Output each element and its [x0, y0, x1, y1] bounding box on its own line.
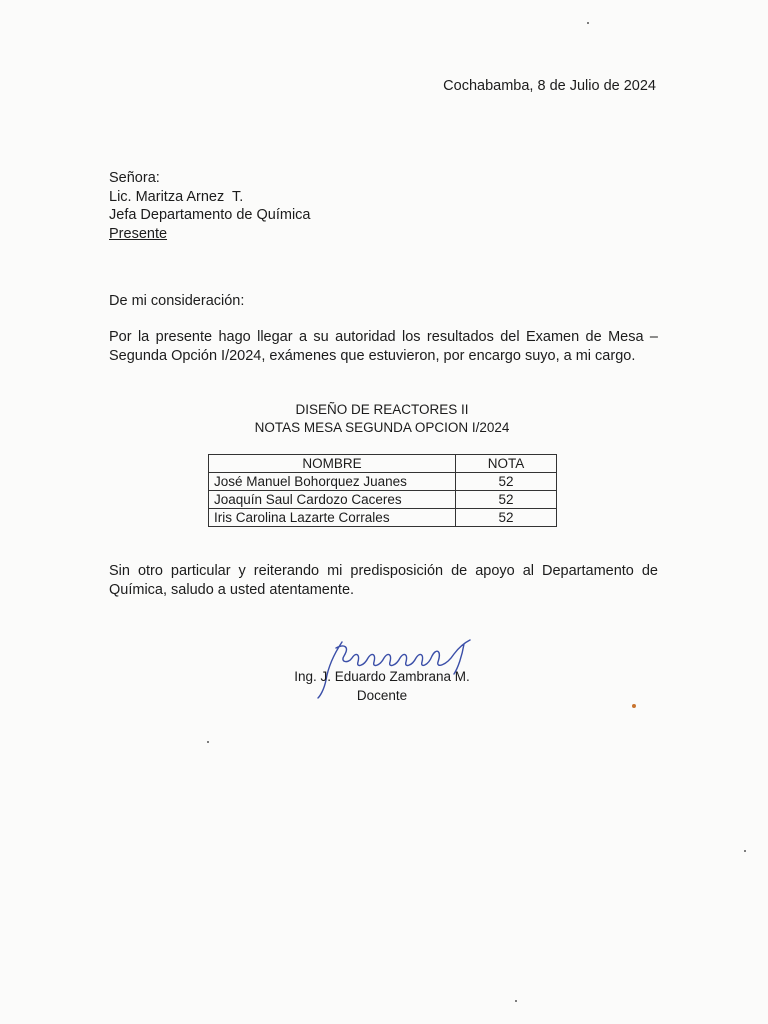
- signer-title: Docente: [356, 687, 408, 703]
- scan-speck: [744, 850, 746, 852]
- signer-name: Ing. J. Eduardo Zambrana M.: [294, 669, 470, 684]
- table-row: [209, 473, 557, 491]
- closing-paragraph: Sin otro particular y reiterando mi predisposición de apoyo al Departamento de Química, saludo a usted atentamente.: [109, 563, 658, 598]
- student-name: José Manuel Bohorquez Juanes: [209, 473, 456, 491]
- scan-speck: [632, 704, 636, 708]
- addressee-block: [109, 169, 311, 243]
- addressee-salutation: Señora:: [109, 170, 160, 186]
- table-header-row: [209, 455, 557, 473]
- addressee-name: Lic. Maritza Arnez T.: [109, 188, 244, 205]
- table-row: [209, 509, 557, 527]
- signer-block: [270, 668, 494, 705]
- scan-speck: [587, 22, 589, 24]
- scan-speck: [207, 741, 209, 743]
- table-subtitle: NOTAS MESA SEGUNDA OPCION I/2024: [254, 420, 510, 435]
- body-intro-paragraph: Por la presente hago llegar a su autoridad los resultados del Examen de Mesa – Segunda Opción I/2024, exámenes que estuvieron, por encargo suyo, a mi cargo.: [109, 329, 658, 364]
- table-title-block: [180, 401, 584, 437]
- column-header-name: NOMBRE: [209, 455, 456, 473]
- student-name: Iris Carolina Lazarte Corrales: [209, 509, 456, 527]
- table-row: [209, 491, 557, 509]
- greeting: De mi consideración:: [109, 293, 245, 309]
- column-header-grade: NOTA: [456, 455, 557, 473]
- grades-table: [208, 454, 557, 527]
- addressee-presente: Presente: [109, 225, 168, 242]
- student-grade: 52: [456, 473, 557, 491]
- student-grade: 52: [456, 509, 557, 527]
- scan-speck: [515, 1000, 517, 1002]
- addressee-position: Jefa Departamento de Química: [109, 207, 311, 223]
- student-grade: 52: [456, 491, 557, 509]
- letter-date: Cochabamba, 8 de Julio de 2024: [443, 78, 656, 94]
- student-name: Joaquín Saul Cardozo Caceres: [209, 491, 456, 509]
- table-title: DISEÑO DE REACTORES II: [295, 402, 469, 417]
